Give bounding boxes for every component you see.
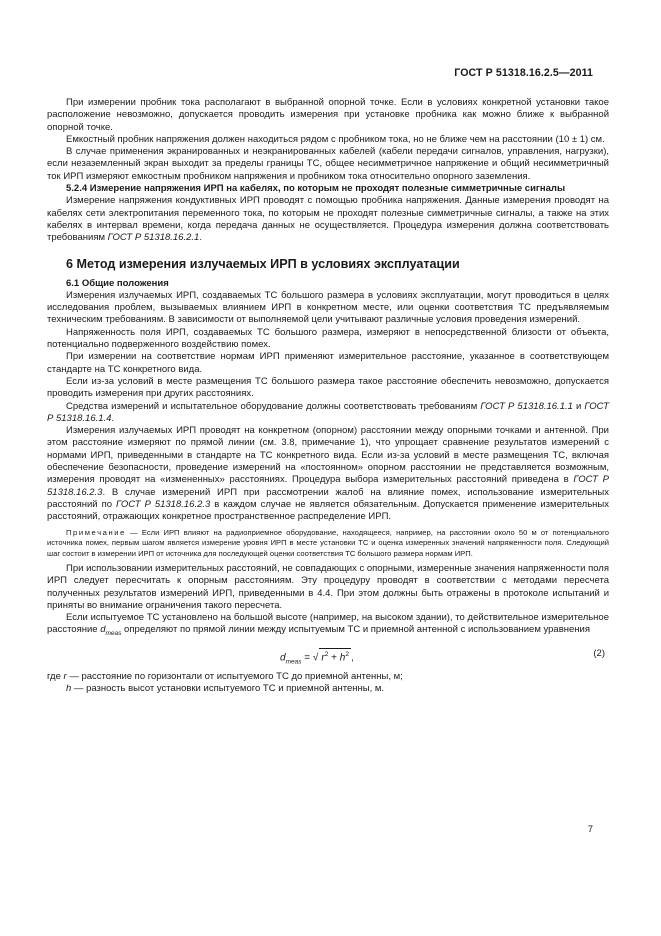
note-label: Примечание [66, 527, 126, 537]
square-root: $r^2 + h^2$ [319, 648, 351, 665]
paragraph: Если из-за условий в месте размещения ТС большого размера такое расстояние обеспечить невозможно, допускается проводить измерения при других расстояниях. [47, 375, 609, 400]
standard-reference: ГОСТ Р 51318.16.2.3 [115, 498, 211, 510]
paragraph: Если испытуемое ТС установлено на большой высоте (например, на высоком здании), то действительное измерительное расстояние $d_{meas}$ определяют по прямой линии между испытуемым ТС и приемной антенной с использованием уравнения [47, 612, 609, 638]
equation-number: (2) [593, 647, 605, 659]
definition-r: где r — расстояние по горизонтали от испытуемого ТС до приемной антенны, м; [47, 670, 403, 682]
standard-reference: ГОСТ Р 51318.16.1.4 [47, 400, 609, 424]
document-code: ГОСТ Р 51318.16.2.5—2011 [454, 67, 593, 79]
paragraph: Средства измерений и испытательное оборудование должны соответствовать требованиям ГОСТ Р 51318.16.1.1 и ГОСТ Р 51318.16.1.4. [47, 400, 609, 424]
note: Примечание — Если ИРП влияют на радиоприемное оборудование, находящееся, например, на расстоянии около 50 м от потенциального источника помех, первым шагом является измерение уровня ИРП в месте установки ТС и оценка измеренных значений напряженности поля. Следующий шаг состоит в измерении ИРП от источника для последующей оценки соответствия ТС большого размера нормам ИРП. [47, 527, 609, 558]
standard-reference: ГОСТ Р 51318.16.2.3 [47, 474, 609, 498]
equation-expression: $d_{meas}$ = √ $r^2 + h^2$ , [280, 648, 354, 669]
standard-reference: ГОСТ Р 51318.16.1.1 [480, 400, 573, 412]
paragraph: При использовании измерительных расстояний, не совпадающих с опорными, измеренные значения напряженности поля ИРП следует пересчитать к опорным расстояниям. Эту процедуру проводят в соответствии с методами пересчета полученных результатов измерений ИРП, приведенными в 4.4. При этом должны быть отражены в протоколе испытаний и приняты во внимание ограничения такого пересчета. [47, 563, 609, 611]
paragraph: В случае применения экранированных и неэкранированных кабелей (кабели передачи сигналов, управления, нагрузки), если незаземленный экран выходит за пределы границы ТС, общее несимметричное напряжение и общий несимметричный ток ИРП измеряют емкостным пробником напряжения и пробником тока относительно опорного заземления. [47, 146, 609, 182]
paragraph: Измерения излучаемых ИРП, создаваемых ТС большого размера в условиях эксплуатации, могут проводиться в целях исследования проблем, вызываемых влиянием ИРП в конкретном месте, или оценки соответствия ТС предъявляемым техническим требованиям. В зависимости от выполняемой цели учитывают различные условия проведения измерений. [47, 289, 609, 326]
section-heading-6-1: 6.1 Общие положения [66, 277, 169, 289]
paragraph: Емкостный пробник напряжения должен находиться рядом с пробником тока, но не ближе чем на расстоянии (10 ± 1) см. [66, 133, 605, 145]
section-heading-6: 6 Метод измерения излучаемых ИРП в условиях эксплуатации [66, 256, 460, 271]
document-body [47, 97, 609, 695]
page-number: 7 [587, 824, 593, 835]
symbol-definitions [47, 671, 609, 696]
paragraph: При измерении пробник тока располагают в выбранной опорной точке. Если в условиях конкретной установки такое расположение невозможно, допускается проводить измерения при установке пробника как можно ближе к выбранной опорной точке. [47, 97, 609, 133]
paragraph: Напряженность поля ИРП, создаваемых ТС большого размера, измеряют в непосредственной близости от объекта, потенциально подверженного воздействию помех. [47, 326, 609, 351]
equation-2 [47, 643, 609, 669]
paragraph: Измерения излучаемых ИРП проводят на конкретном (опорном) расстоянии между опорными точками и антенной. При этом расстояние измеряют по прямой линии (см. 3.8, примечание 1), что упрощает сравнение результатов измерений с нормами ИРП, приведенными в стандарте на ТС конкретного вида. Если из-за условий в месте размещения ТС, включая обеспечение безопасности, проведение измерений на «постоянном» опорном расстоянии не представляется возможным, измерения проводят на «измененных» расстояниях. Процедура выбора измерительных расстояний приведена в ГОСТ Р 51318.16.2.3. В случае измерений ИРП при рассмотрении жалоб на влияние помех, использование измерительных расстояний по ГОСТ Р 51318.16.2.3 в каждом случае не является обязательным. Допускается применение измерительных расстояний, отражающих конкретное пространственное распределение ИРП. [47, 425, 609, 523]
definition-h: h — разность высот установки испытуемого ТС и приемной антенны, м. [66, 682, 385, 694]
section-heading-5-2-4: 5.2.4 Измерение напряжения ИРП на кабелях, по которым не проходят полезные симметричные сигналы [66, 183, 566, 195]
paragraph: Измерение напряжения кондуктивных ИРП проводят с помощью пробника напряжения. Данные измерения проводят на кабелях сети электропитания переменного тока, по которым не проходят полезные симметричные сигналы, а также на этих кабелях в интервал времени, когда передача данных не осуществляется. Процедура измерения должна соответствовать требованиям ГОСТ Р 51318.16.2.1. [47, 195, 609, 244]
standard-reference: ГОСТ Р 51318.16.2.1 [107, 232, 200, 244]
paragraph: При измерении на соответствие нормам ИРП применяют измерительное расстояние, указанное в соответствующем стандарте на ТС конкретного вида. [47, 351, 609, 375]
